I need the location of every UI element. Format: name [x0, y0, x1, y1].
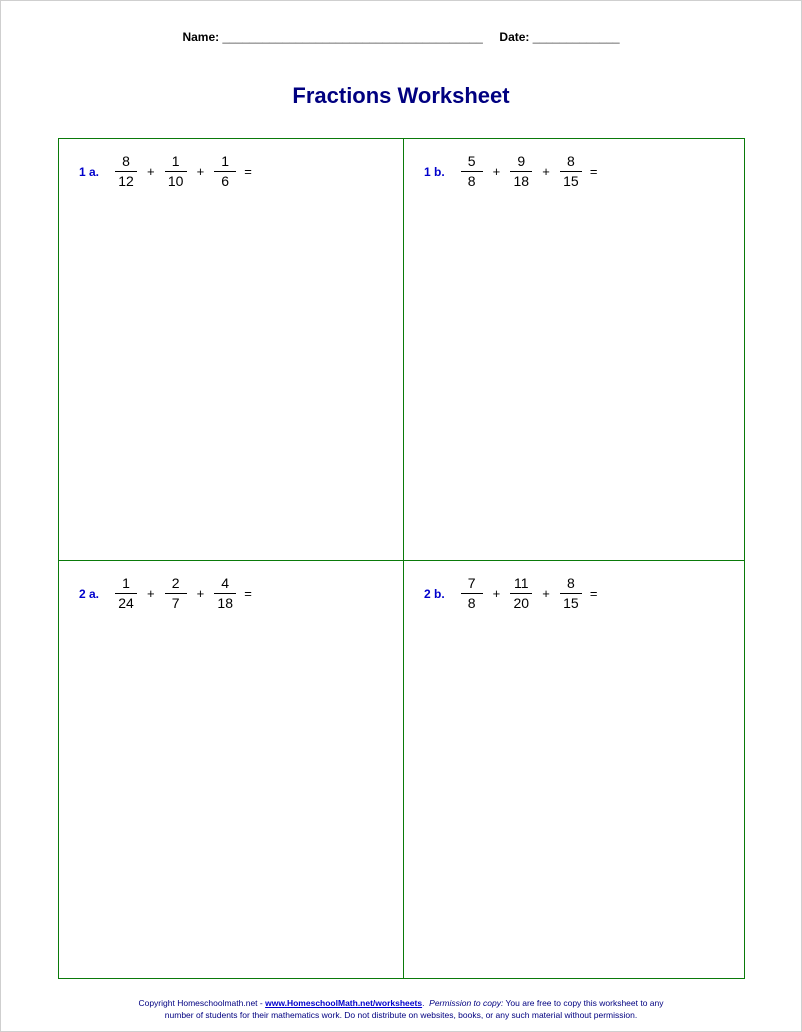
numerator: 7	[467, 575, 476, 591]
fraction	[165, 153, 187, 190]
denominator: 20	[513, 595, 530, 611]
problem-grid	[58, 138, 745, 979]
denominator: 7	[171, 595, 180, 611]
denominator: 24	[118, 595, 134, 611]
footer-line-2: number of students for their mathematics work. Do not distribute on websites, books, or any such material without permission.	[164, 1010, 638, 1020]
fraction	[165, 575, 187, 612]
plus-sign: +	[196, 586, 205, 601]
problem-cell-1b[interactable]	[404, 139, 744, 539]
equals-sign: =	[589, 586, 598, 601]
plus-sign: +	[196, 164, 205, 179]
fraction-bar	[165, 171, 187, 172]
name-label: Name:	[182, 30, 220, 44]
plus-sign: +	[492, 164, 501, 179]
problem	[424, 575, 597, 612]
problem-cell-2a[interactable]	[59, 561, 399, 961]
denominator: 12	[118, 173, 134, 189]
fraction-bar	[115, 593, 137, 594]
problem-cell-2b[interactable]	[404, 561, 744, 961]
header-line	[0, 30, 802, 44]
date-label: Date:	[499, 30, 530, 44]
fraction	[214, 575, 236, 612]
numerator: 8	[566, 153, 575, 169]
worksheets-link[interactable]: www.HomeschoolMath.net/worksheets	[265, 998, 423, 1008]
numerator: 9	[517, 153, 526, 169]
numerator: 1	[122, 575, 130, 591]
problem-number: 1 b.	[424, 164, 445, 179]
fraction-bar	[510, 593, 532, 594]
denominator: 18	[513, 173, 530, 189]
fraction	[560, 153, 582, 190]
permission-label: Permission to copy:	[429, 998, 504, 1008]
fraction-bar	[214, 593, 236, 594]
fraction	[560, 575, 582, 612]
fraction	[115, 153, 137, 190]
plus-sign: +	[492, 586, 501, 601]
footer	[0, 997, 802, 1021]
permission-text: You are free to copy this worksheet to any	[503, 998, 664, 1008]
fraction	[461, 575, 483, 612]
fraction-bar	[115, 171, 137, 172]
problem	[79, 153, 252, 190]
date-field[interactable]: _____________	[532, 30, 620, 44]
equals-sign: =	[244, 164, 252, 179]
denominator: 8	[467, 595, 476, 611]
footer-line-1: Copyright Homeschoolmath.net - www.HomeschoolMath.net/worksheets. Permission to copy: You are free to copy this worksheet to any	[138, 998, 664, 1008]
fraction-bar	[560, 593, 582, 594]
denominator: 8	[467, 173, 476, 189]
numerator: 2	[171, 575, 180, 591]
numerator: 8	[566, 575, 575, 591]
equals-sign: =	[244, 586, 252, 601]
fraction	[510, 575, 532, 612]
equals-sign: =	[589, 164, 598, 179]
denominator: 15	[563, 173, 579, 189]
problem-number: 2 b.	[424, 586, 445, 601]
numerator: 1	[221, 153, 230, 169]
denominator: 18	[217, 595, 233, 611]
plus-sign: +	[542, 586, 550, 601]
fraction-bar	[214, 171, 236, 172]
numerator: 5	[467, 153, 476, 169]
plus-sign: +	[147, 164, 155, 179]
numerator: 8	[122, 153, 130, 169]
plus-sign: +	[542, 164, 550, 179]
fraction	[214, 153, 236, 190]
fraction	[115, 575, 137, 612]
numerator: 1	[171, 153, 180, 169]
fraction-bar	[165, 593, 187, 594]
problem	[424, 153, 597, 190]
problem-cell-1a[interactable]	[59, 139, 399, 539]
problem-number: 2 a.	[79, 586, 100, 601]
fraction	[510, 153, 532, 190]
fraction-bar	[560, 171, 582, 172]
denominator: 6	[221, 173, 230, 189]
numerator: 4	[221, 575, 230, 591]
fraction-bar	[461, 593, 483, 594]
copyright-text: Copyright Homeschoolmath.net -	[138, 998, 266, 1008]
fraction-bar	[461, 171, 483, 172]
name-field[interactable]: _______________________________________	[222, 30, 483, 44]
fraction-bar	[510, 171, 532, 172]
denominator: 10	[167, 173, 184, 189]
numerator: 11	[513, 575, 529, 591]
fraction	[461, 153, 483, 190]
problem-number: 1 a.	[79, 164, 100, 179]
worksheet-title: Fractions Worksheet	[292, 83, 510, 108]
denominator: 15	[563, 595, 579, 611]
problem	[79, 575, 252, 612]
plus-sign: +	[147, 586, 155, 601]
